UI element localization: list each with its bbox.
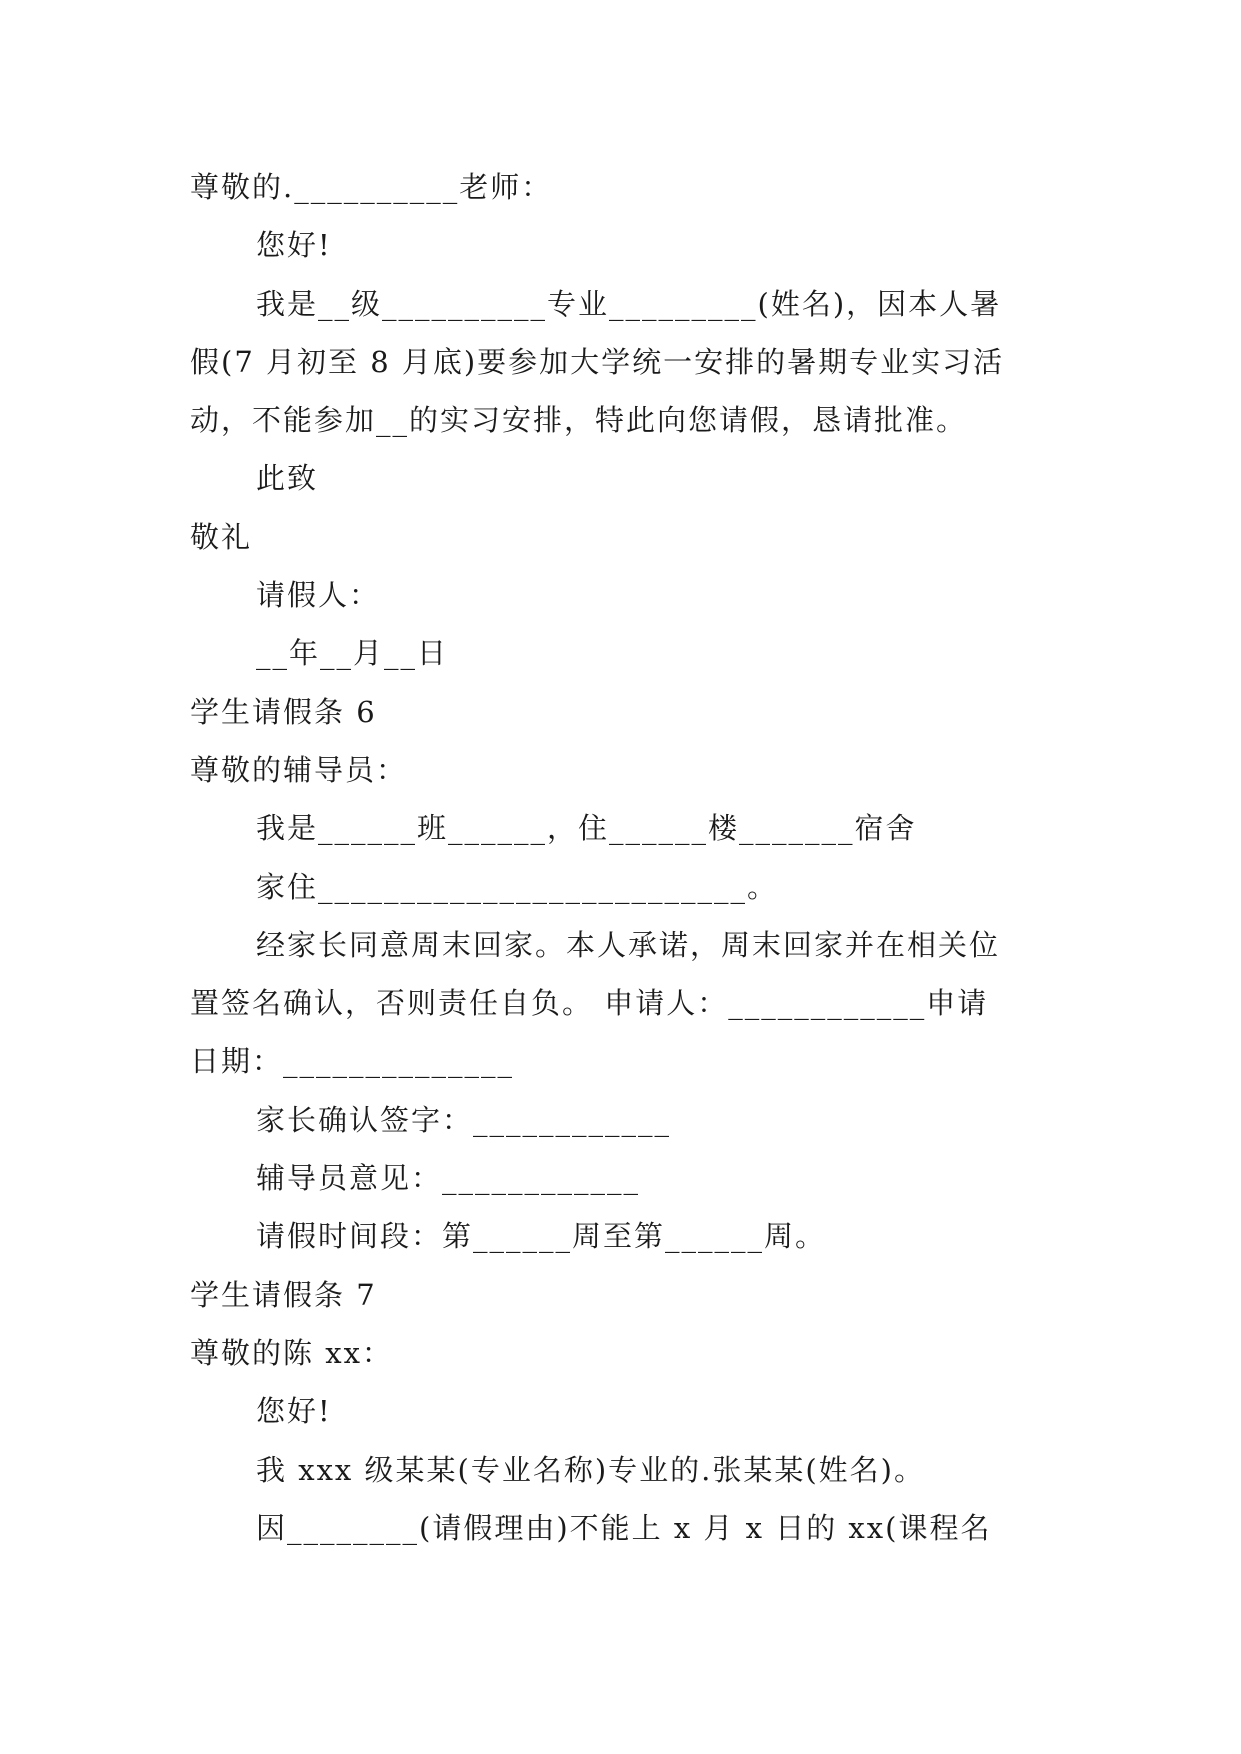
letter6-body-line: 经家长同意周末回家。本人承诺，周末回家并在相关位 [256,927,1001,962]
letter5-body-line: 动，不能参加__的实习安排，特此向您请假，恳请批准。 [190,403,968,438]
document-page [190,158,1050,1557]
letter7-body-line: 因________(请假理由)不能上 x 月 x 日的 xx(课程名 [256,1510,992,1545]
letter5-signer: 请假人： [256,578,381,613]
letter7-title: 学生请假条 7 [190,1277,377,1312]
letter6-body-line: 置签名确认，否则责任自负。 申请人：____________申请 [190,986,989,1021]
letter6-counselor-opinion: 辅导员意见：____________ [256,1161,641,1196]
letter7-greeting: 您好! [256,1394,332,1429]
letter5-closing: 此致 [256,461,319,496]
letter7-body-line: 我 xxx 级某某(专业名称)专业的.张某某(姓名)。 [256,1452,925,1487]
letter5-closing-regards: 敬礼 [190,519,253,554]
letter5-body-line: 假(7 月初至 8 月底)要参加大学统一安排的暑期专业实习活 [190,344,1005,379]
letter5-body-line: 我是__级__________专业_________(姓名)，因本人暑 [256,286,1002,321]
letter6-title: 学生请假条 6 [190,694,377,729]
letter6-address-line: 家住__________________________。 [256,869,779,904]
letter7-salutation: 尊敬的陈 xx： [190,1335,393,1370]
letter5-date: __年__月__日 [256,636,449,671]
letter5-salutation: 尊敬的.__________老师： [190,170,553,204]
letter5-greeting: 您好! [256,228,332,263]
letter6-date-line: 日期：______________ [190,1044,515,1079]
letter6-salutation: 尊敬的辅导员： [190,752,408,787]
letter6-period: 请假时间段：第______周至第______周。 [256,1219,827,1254]
letter6-parent-sign: 家长确认签字：____________ [256,1102,672,1137]
letter6-class-dorm-line: 我是______班______，住______楼_______宿舍 [256,811,917,846]
